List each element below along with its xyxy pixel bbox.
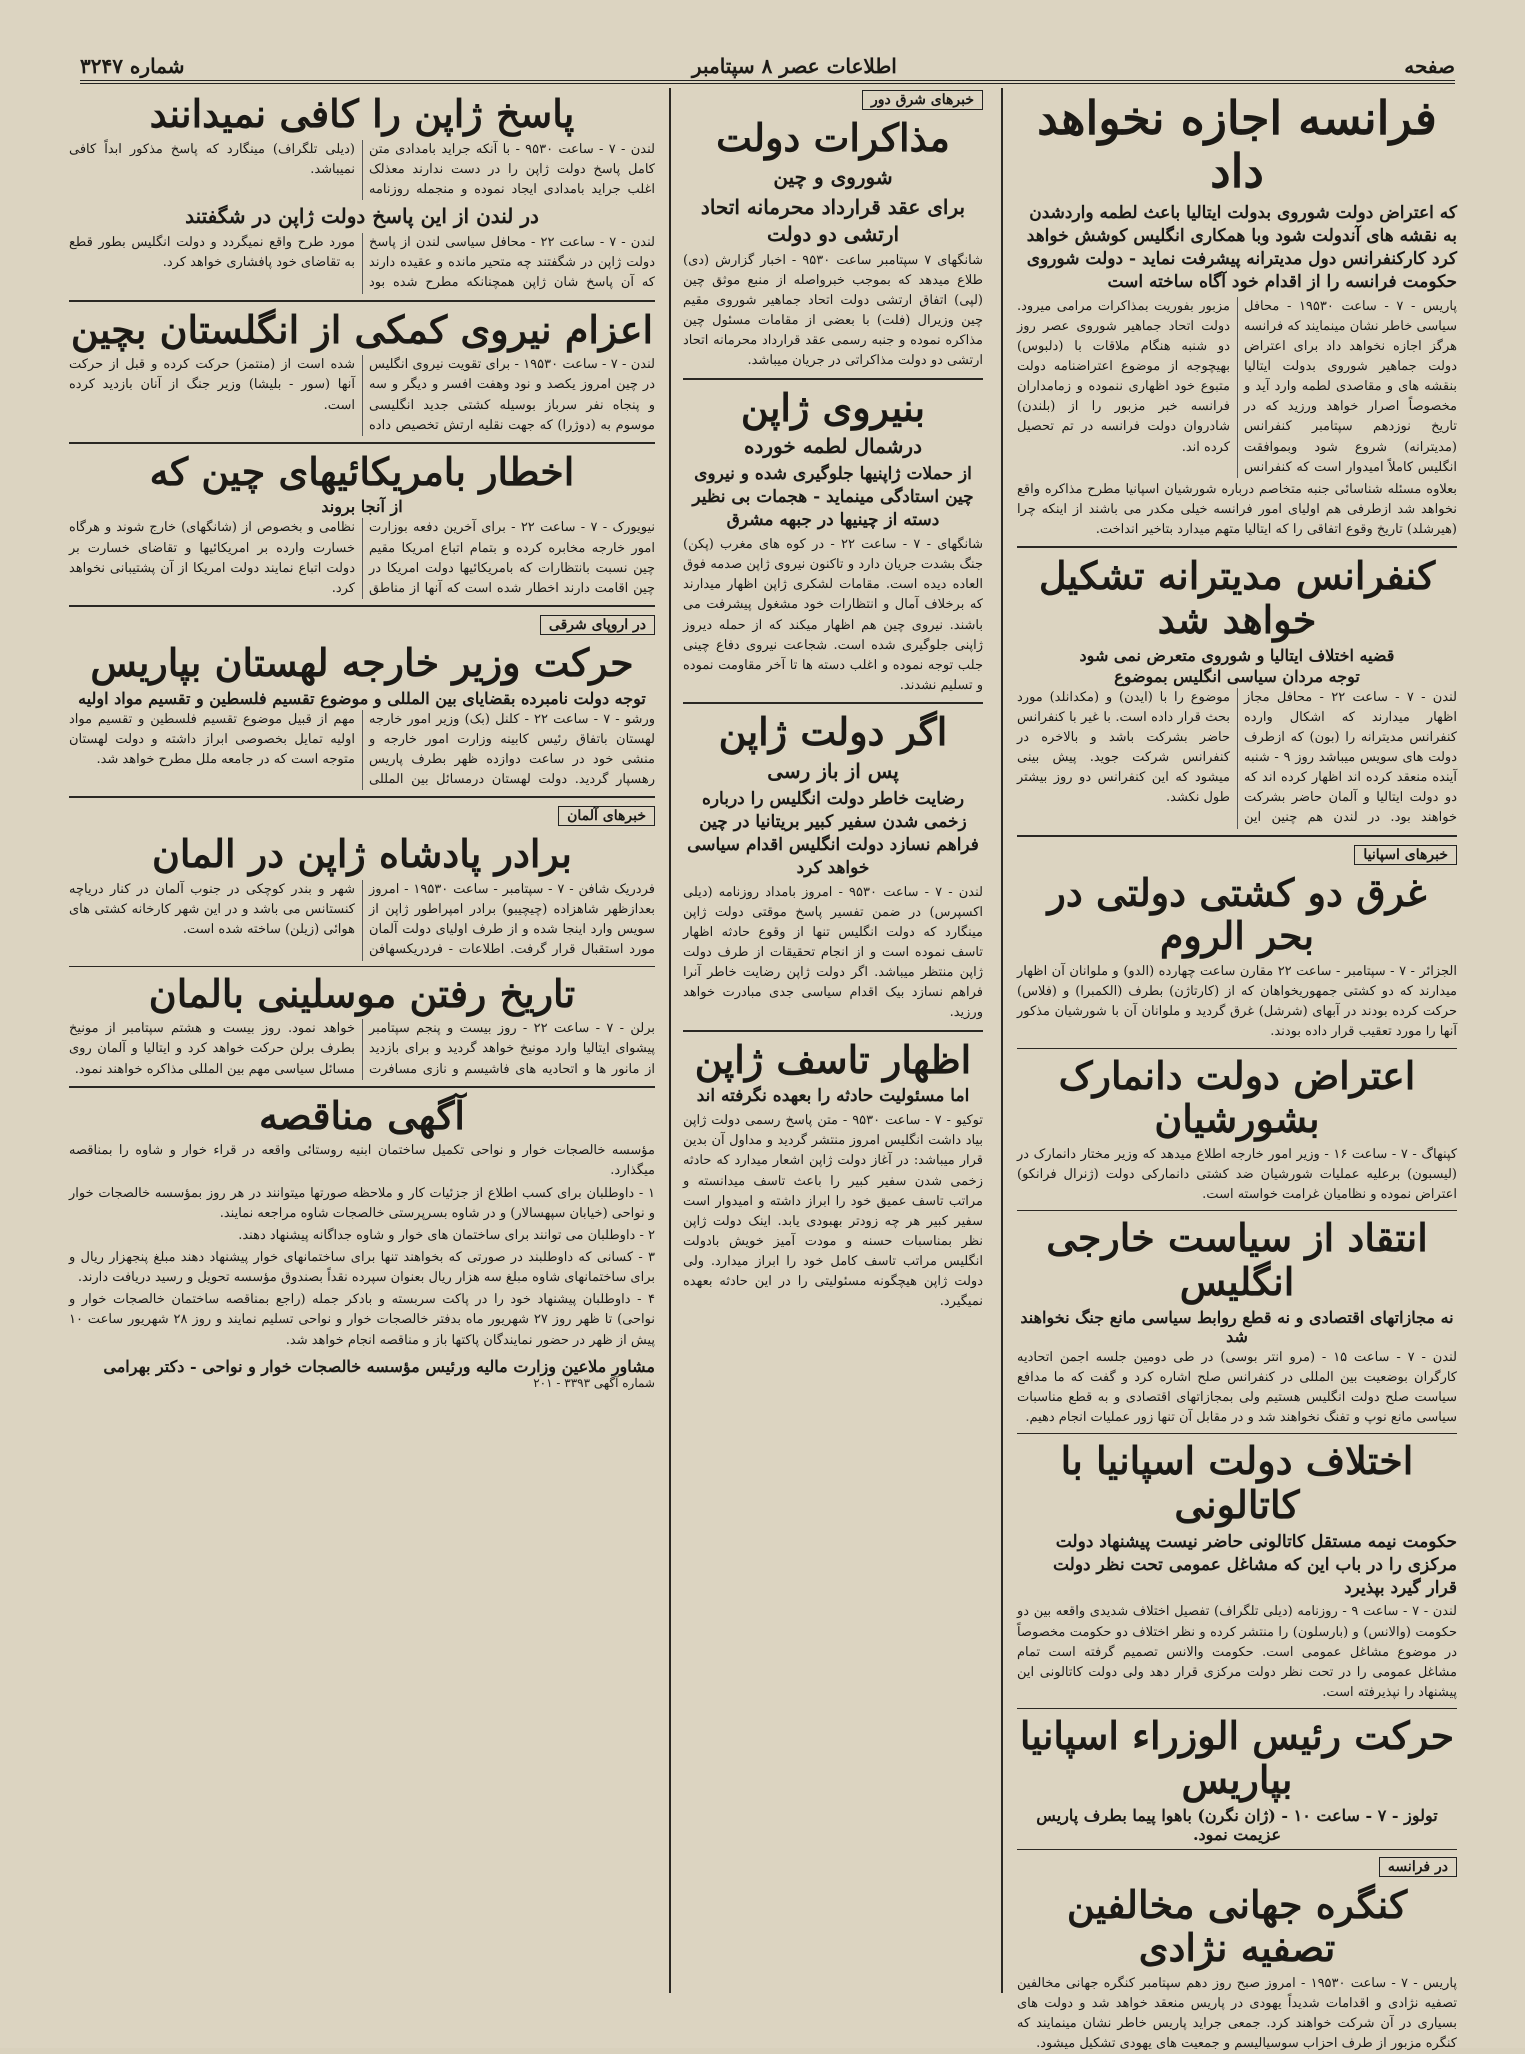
article-catalonia: لندن - ۷ - ساعت ۹ - روزنامه (دیلی تلگراف) تفصیل اختلاف شدیدی واقعه بین دو حکومت (والانس) و (بارسلون) را منتشر کرده و نظر اختلاف دو حکومت مخصوصاً در موضوع مشاغل عمومی است. حکومت والانس تصمیم گرفته است تمام مشاغل عمومی را در تحت نظر دولت مرکزی قرار دهد ولی دولت کاتالونی این پیشنهاد را نپذیرفته است.	[1017, 1604, 1457, 1700]
column-divider	[1001, 88, 1003, 1993]
masthead	[80, 52, 1455, 84]
article-if-japan: لندن - ۷ - ساعت ۹۵۳۰ - امروز بامداد روزنامه (دیلی اکسپرس) در ضمن تفسیر پاسخ موقتی دولت ژاپن مینگارد که دولت انگلیس تنها از وقوع حادثه اظهار تاسف نموده است و از انجام تحقیقات از طرف دولت ژاپن منتظر میباشد. اگر دولت ژاپن رضایت خاطر آنرا فراهم نسازد بیک اقدام سیاسی جدی مبادرت خواهد ورزید.	[683, 884, 983, 1021]
article-japan-reply: لندن - ۷ - ساعت ۹۵۳۰ - با آنکه جراید بامدادی متن کامل پاسخ دولت ژاپن را در دست ندارند معذلک اغلب جراید بامدادی ایجاد نموده و منجمله روزنامه (دیلی تلگراف) مینگارد که پاسخ مذکور ابداً کافی نمیباشد.	[69, 141, 655, 197]
article-japan-regret: توکیو - ۷ - ساعت ۹۵۳۰ - متن پاسخ رسمی دولت ژاپن بیاد داشت انگلیس امروز منتشر گردید و مداول آن بدین قرار میباشد: در آغاز دولت ژاپن اشعار میدارد که حادثه زخمی شدن سفیر کبیر را باعث تاسف میدانسته و مراتب تاسف عمیق خود را ابراز داشته و امیدوار است سفیر کبیر هر چه زودتر بهبودی یابد. اینک دولت ژاپن نظر بمناسبات حسنه و مودت آمیز خویش بادولت انگلیس مراتب تاسف کامل خود را ابراز میدارد. ولی دولت ژاپن هیچگونه مسئولیتی را در این حادثه بعهده نمیگیرد.	[683, 1113, 983, 1310]
article-negotiations: شانگهای ۷ سپتامبر ساعت ۹۵۳۰ - اخبار گزارش (دی) طلاع میدهد که بموجب خبرواصله از منبع موثق چین (لپی) اتفاق ارتشی دولت اتحاد جماهیر شوروی مقیم چین وزیرال (فلت) با بعضی از مقامات مسئول چین مذاکره نموده و جنبه رسمی عقد قرارداد محرمانه اتحاد ارتشی دو دولت مذاکراتی در جریان میباشد.	[683, 252, 983, 369]
headline-congress: کنگره جهانی مخالفین تصفیه نژادی	[1066, 1881, 1408, 1971]
subhead-mediterranean: قضیه اختلاف ایتالیا و شوروی متعرض نمی شود	[1079, 645, 1395, 665]
headline-negotiations: مذاکرات دولت	[716, 115, 950, 160]
headline-reinforcements: اعزام نیروی کمکی از انگلستان بچین	[70, 306, 654, 352]
article-critique: لندن - ۷ - ساعت ۱۵ - (مرو انتر بوسی) در طی دومین جلسه اجمن اتحادیه کارگران بوضعیت بین المللی در کنفرانس صلح اشاره کرد و گفت که ما مدافع سیاست صلح دولت انگلیس هستیم ولی بمجازاتهای اقتصادی و به قطع مناسبات سیاسی مانع نوپ و تفنگ نخواهند شد و در مقابل آن تنها زور عملیات انجام دهیم.	[1017, 1349, 1457, 1426]
article-japan-forces: شانگهای - ۷ - ساعت ۲۲ - در کوه های مغرب (پکن) جنگ بشدت جریان دارد و تاکنون نیروی ژاپن صدمه فوق العاده دیده است. مقامات لشکری ژاپن اظهار میدارند که برخلاف آمال و انتظارات خود مشغول پیشرفت می باشند. نیروی چین هم اظهار میکند که از حمله دیروز ژاپنی جلوگیری شده است. شجاعت نیروی دفاع چینی جلب توجه نموده و اغلب دسته ها تا آخر مقاومت نموده و تسلیم نشدند.	[683, 537, 983, 694]
headline-japan-forces: بنیروی ژاپن	[740, 384, 926, 430]
section-label-eastern-europe: در اروپای شرقی	[540, 615, 655, 635]
notice-item: ۳ - کسانی که داوطلبند در صورتی که بخواهند تنها برای ساختمانهای خوار پیشنهاد دهند مبلغ پنجهزار ریال و برای ساختمانهای شاوه مبلغ سه هزار ریال بعنوان سپرده نقداً بصندوق مؤسسه تحویل و رسید دریافت دارند.	[69, 1250, 655, 1286]
notice-item: ۲ - داوطلبان می توانند برای ساختمان های خوار و شاوه جداگانه پیشنهاد دهند.	[238, 1227, 655, 1243]
notice-number: شماره آگهی ۳۳۹۳ - ۲۰۱	[533, 1375, 655, 1390]
subhead-critique: نه مجازاتهای اقتصادی و نه قطع روابط سیاسی مانع جنگ نخواهند شد	[1020, 1307, 1454, 1346]
column-divider	[669, 88, 671, 1993]
article-negrin: تولوز - ۷ - ساعت ۱۰ - (ژان نگرن) باهوا پیما بطرف پاریس عزیمت نمود.	[1036, 1805, 1438, 1844]
subhead-negotiations: شوروی و چین	[773, 164, 893, 189]
subhead-london-surprised: در لندن از این پاسخ دولت ژاپن در شگفتند	[185, 204, 539, 229]
section-label-germany: خبرهای آلمان	[558, 806, 655, 826]
subhead-france: که اعتراض دولت شوروی بدولت ایتالیا باعث لطمه واردشدن به نقشه های آندولت شود وبا همکاری انگلیس کوشش خواهد کرد کارکنفرانس دول مدیترانه پیشرفت نماید - دولت شوروی حکومت فرانسه را از اقدام خود آگاه ساخته است	[1026, 202, 1457, 292]
article-denmark: کپنهاگ - ۷ - ساعت ۱۶ - وزیر امور خارجه اطلاع میدهد که وزیر مختار دانمارک در (لیسبون) برعلیه عملیات شورشیان ضد کشتی دانمارکی دولت (ژنرال فرانکو) اعتراض نموده و نظامیان غرامت خواسته است.	[1017, 1146, 1458, 1203]
page-label: صفحه	[1404, 54, 1455, 78]
headline-ships: غرق دو کشتی دولتی در بحر الروم	[1047, 869, 1427, 959]
masthead-center: اطلاعات عصر ۸ سپتامبر	[691, 54, 897, 78]
section-label-spain: خبرهای اسپانیا	[1354, 845, 1457, 865]
notice-item: ۴ - داوطلبان پیشنهاد خود را در پاکت سربسته و بادکر جمله (راجع بمناقصه ساختمان خالصجات خوار و نواحی) تا ظهر روز ۲۷ شهریور ماه بدفتر خالصجات خوار و نواحی تسلیم نمایند و روز ۲۸ شهریور ساعت ۱۰ پیش از ظهر در حضور نمایندگان پاکتها باز و مناقصه انجام خواهد شد.	[69, 1292, 655, 1348]
article-americans-warning: نیویورک - ۷ - ساعت ۲۲ - برای آخرین دفعه بوزارت امور خارجه مخابره کرده و بتمام اتباع امریکا مقیم چین نسبت بانتظارات که بامریکائیها دولت امریکا در چین اقامت دارند اخطار شده است که آنها از مناطق نظامی و بخصوص از (شانگهای) خارج شوند و هرگاه خسارت وارده بر امریکائیها و تقاضای خسارت بر دولت اتباع نمایند دولت امریکا از آن پشتیبانی نخواهد کرد.	[69, 520, 655, 596]
article-mediterranean: لندن - ۷ - ساعت ۲۲ - محافل مجاز اظهار میدارند که اشکال وارده کنفرانس مدیترانه را (بون) که ازطرف دولت های سویس میباشد روز ۹ - شنبه آینده منعقد کرده اند اظهار کرده اند که دو دولت ایتالیا و آلمان حاضر بشرکت خواهند بود. در لندن هم چنین این موضوع را با (ایدن) و (مکدانلد) مورد بحث قرار داده است. با غیر با کنفرانس حاضر بشرکت باشد و بالاخره در کنفرانس شرکت جوید. پیش بینی میشود که این کنفرانس دو روز بیشتر طول نکشد.	[1017, 689, 1458, 826]
subhead-mediterranean-2: توجه مردان سیاسی انگلیس بموضوع	[1114, 666, 1360, 686]
headline-americans-warning: اخطار بامریکائیهای چین که	[149, 448, 575, 494]
column-left	[69, 88, 655, 2008]
article-congress: پاریس - ۷ - ساعت ۱۹۵۳۰ - امروز صبح روز دهم سپتامبر کنگره جهانی مخالفین تصفیه نژادی و اقدامات شدیداً یهودی در پاریس منعقد خواهد شد و دولت های بسیاری در آن شرکت خواهند کرد. جمعی جراید پاریس خاطر نشان مینمایند که کنگره مزبور از طرف احزاب سوسیالیسم و جمعیت های یهودی تشکیل میشود.	[1017, 1975, 1457, 2052]
subhead-negotiations-2: برای عقد قرارداد محرمانه اتحاد ارتشی دو دولت	[700, 194, 966, 246]
headline-catalonia: اختلاف دولت اسپانیا با کاتالونی	[1060, 1438, 1414, 1527]
headline-mediterranean: کنفرانس مدیترانه تشکیل خواهد شد	[1038, 553, 1436, 642]
article-france-2: بعلاوه مسئله شناسائی جنبه متخاصم درباره شورشیان اسپانیا مطرح مذاکره واقع نخواهد شد ازطرفی هم اولیای امور فرانسه خیلی مکدر می باشند از اینکه چرا (هیرشلد) تاریخ وقوع اتفاقی را که ایتالیا متهم میدارد بتاخیر انداخت.	[1017, 481, 1457, 538]
subhead-japan-forces-2: از حملات ژاپنیها جلوگیری شده و نیروی چین استادگی مینماید - هجمات بی نظیر دسته از چینیها در جبهه مشرق	[692, 464, 974, 531]
notice-signature: مشاور ملاعین وزارت مالیه ورئیس مؤسسه خالصجات خوار و نواحی - دکتر بهرامی	[103, 1356, 655, 1376]
article-france: پاریس - ۷ - ساعت ۱۹۵۳۰ - محافل سیاسی خاطر نشان مینمایند که فرانسه هرگز اجازه نخواهد داد برای اعتراض دولت جماهیر شوروی بدولت ایتالیا بنقشه های و مقاصدی لطمه وارد آید و مخصوصاً اصرار خواهد ورزید که در تاریخ نوزدهم سپتامبر کنفرانس (مدیترانه) شروع شود وبموافقت انگلیس کاملاً امیدوار است که کنفرانس مزبور بفوریت بمذاکرات مرامی میرود. دولت اتحاد جماهیر شوروی عصر روز دو شنبه هنگام ملاقات با (دلبوس) بهیچوجه از موضوع اعتراضنامه دولت متبوع خود اظهاری ننموده و زمامداران فرانسه خبر مزبور را از (بلندن) شادروان دولت فرانسه در تم تحصیل کرده اند.	[1017, 298, 1457, 475]
headline-if-japan: اگر دولت ژاپن	[718, 709, 948, 755]
subhead-americans-warning: از آنجا بروند	[321, 497, 403, 517]
subhead-if-japan: پس از باز رسی	[767, 758, 899, 783]
subhead-japan-forces: درشمال لطمه خورده	[744, 434, 922, 459]
headline-denmark: اعتراض دولت دانمارک بشورشیان	[1058, 1052, 1416, 1142]
headline-france: فرانسه اجازه نخواهد داد	[1037, 91, 1437, 198]
section-label-far-east: خبرهای شرق دور	[862, 90, 983, 110]
notice-intro: مؤسسه خالصجات خوار و نواحی تکمیل ساختمان ابنیه روستائی واقعه در قراء خوار و شاوه را بمناقصه میگذارد.	[69, 1143, 655, 1179]
article-poland: ورشو - ۷ - ساعت ۲۲ - کلنل (بک) وزیر امور خارجه لهستان باتفاق رئیس کابینه وزارت امور خارجه و منشی خود در ساعت دوازده ظهر بطرف پاریس رهسپار گردید. دولت لهستان درمسائل بین المللی مهم از قبیل موضوع تقسیم فلسطین و تقسیم مواد اولیه تمایل بخصوصی ابراز داشته و دولت لهستان متوجه است که در جامعه ملل مطرح خواهد شد.	[69, 711, 655, 788]
subhead-catalonia: حکومت نیمه مستقل کاتالونی حاضر نیست پیشنهاد دولت مرکزی را در باب این که مشاغل عمومی تحت نظر دولت قرار گیرد بپذیرد	[1052, 1531, 1457, 1598]
issue-number: شماره ۳۲۴۷	[80, 54, 185, 78]
article-ships: الجزائر - ۷ - سپتامبر - ساعت ۲۲ مقارن ساعت چهارده (الدو) و ملوانان آن اظهار میدارند که دو کشتی جمهوریخواهان که از (کارتاژن) بطرف (الکمبرا) و (فلاس) حرکت کرده بودند در آبهای (شرشل) غرق گردید و ملوانان آن با شورشیان مذکور آنها را مورد تعقیب قرار داده بودند.	[1017, 963, 1457, 1040]
headline-japan-reply: پاسخ ژاپن را کافی نمیدانند	[149, 91, 575, 136]
section-label-france: در فرانسه	[1379, 1857, 1457, 1877]
headline-poland: حرکت وزیر خارجه لهستان بپاریس	[90, 640, 634, 686]
headline-mussolini: تاریخ رفتن موسلینی بالمان	[148, 970, 576, 1016]
article-reinforcements: لندن - ۷ - ساعت ۱۹۵۳۰ - برای تقویت نیروی انگلیس در چین امروز یکصد و نود وهفت افسر و دیگر و سه و پنجاه نفر سرباز بوسیله کشتی جدید انگلیسی موسوم به (دوژرا) که جهت نقلیه ارتش تخصیص داده شده است از (منتمز) حرکت کرده و قبل از حرکت آنها (سور - بلیشا) وزیر جنگ از آنان بازدید کرده است.	[69, 357, 655, 433]
subhead-poland: توجه دولت نامبرده بقضایای بین المللی و موضوع تقسیم فلسطین و تقسیم مواد اولیه	[78, 688, 646, 708]
article-mussolini: برلن - ۷ - ساعت ۲۲ - روز بیست و پنجم سپتامبر پیشوای ایتالیا وارد مونیخ خواهد گردید و برای بازدید از مانور ها و اتحادیه های فاشیسم و نازی مسافرت خواهد نمود. روز بیست و هشتم سپتامبر از مونیخ بطرف برلن حرکت خواهد کرد و ایتالیا و آلمان روی مسائل سیاسی مهم بین المللی مذاکره خواهند نمود.	[69, 1021, 655, 1077]
column-right	[1017, 88, 1458, 2052]
notice-item: ۱ - داوطلبان برای کسب اطلاع از جزئیات کار و ملاحظه صورتها میتوانند در هر روز بمؤسسه خالصجات خوار و نواحی (خیابان سپهسالار) و در شاوه بسرپرستی خالصجات شاوه مراجعه نمایند.	[69, 1185, 655, 1221]
headline-negrin: حرکت رئیس الوزراء اسپانیا بپاریس	[1019, 1713, 1455, 1802]
column-middle	[683, 88, 983, 2008]
subhead-if-japan-2: رضایت خاطر دولت انگلیس را درباره زخمی شدن سفیر کبیر بریتانیا در چین فراهم نسازد دولت انگلیس اقدام سیاسی خواهد کرد	[687, 788, 979, 878]
headline-critique: انتقاد از سیاست خارجی انگلیس	[1046, 1215, 1428, 1304]
headline-japan-regret: اظهار تاسف ژاپن	[694, 1036, 972, 1082]
article-prince: فردریک شافن - ۷ - سپتامبر - ساعت ۱۹۵۳۰ - امروز بعدازظهر شاهزاده (چیچیبو) برادر امپراطور ژاپن از سویس وارد اینجا شده و از طرف اولیای دولت آلمان مورد استقبال قرار گرفت. اطلاعات - فردریکسهافن شهر و بندر کوچکی در جنوب آلمان در کنار دریاچه کنستانس می باشد و در این شهر کارخانه کشتی های هوائی (زیلن) ساخته شده است.	[69, 881, 655, 958]
headline-tender-notice: آگهی مناقصه	[259, 1092, 465, 1138]
article-london-surprised: لندن - ۷ - ساعت ۲۲ - محافل سیاسی لندن از پاسخ دولت ژاپن در شگفتند چه متحیر مانده و عقیده دارند که آن پاسخ شان ژاپن همچنانکه مطرح شده بود مورد طرح واقع نمیگردد و دولت انگلیس بطور قطع به تقاضای خود پافشاری خواهد کرد.	[69, 235, 655, 291]
headline-prince: برادر پادشاه ژاپن در المان	[152, 831, 572, 877]
subhead-japan-regret: اما مسئولیت حادثه را بعهده نگرفته اند	[696, 1086, 970, 1107]
